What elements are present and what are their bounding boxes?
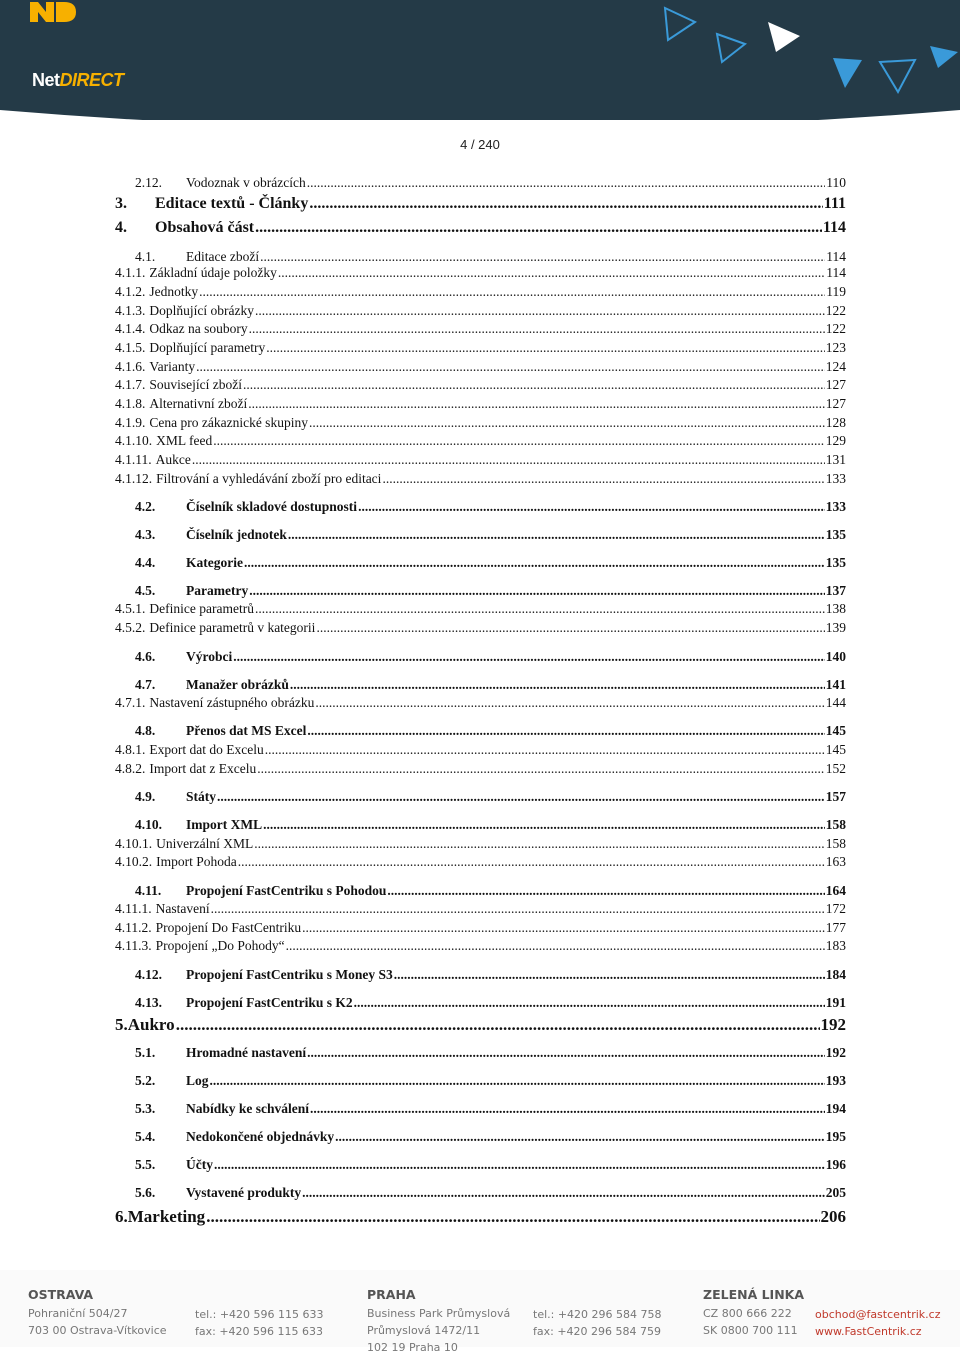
toc-entry[interactable] <box>115 285 846 299</box>
toc-entry[interactable] <box>115 1102 846 1116</box>
toc-entry[interactable] <box>115 304 846 318</box>
toc-entry-number: 4.12. <box>135 967 162 982</box>
toc-entry-number: 4.11. <box>135 883 162 898</box>
toc-entry[interactable] <box>115 378 846 392</box>
toc-entry-number: 4.1.2. <box>115 284 146 299</box>
toc-leader-dots <box>249 584 825 598</box>
toc-entry-number: 4.1. <box>135 249 156 264</box>
toc-entry-page: 205 <box>825 1185 846 1200</box>
toc-entry-page: 137 <box>825 583 846 598</box>
toc-entry-title: Vodoznak v obrázcích <box>186 175 306 190</box>
toc-entry-number: 4.10.2. <box>115 854 153 869</box>
toc-entry[interactable] <box>115 762 846 776</box>
toc-entry-title: Cena pro zákaznické skupiny <box>149 415 308 430</box>
toc-entry-title: Výrobci <box>186 649 233 664</box>
toc-entry[interactable] <box>115 939 846 953</box>
toc-entry-number: 4. <box>115 219 127 236</box>
toc-entry-number: 4.8.1. <box>115 742 146 757</box>
toc-leader-dots <box>199 285 825 299</box>
toc-entry-title: Propojení FastCentriku s Pohodou <box>186 883 387 898</box>
toc-entry-title: Hromadné nastavení <box>186 1045 307 1060</box>
toc-leader-dots <box>243 378 825 392</box>
toc-entry[interactable] <box>115 397 846 411</box>
toc-entry-number: 5.5. <box>135 1157 156 1172</box>
toc-leader-dots <box>307 724 824 738</box>
toc-entry[interactable] <box>115 696 846 710</box>
toc-entry-title: Varianty <box>149 359 196 374</box>
toc-entry-title: Kategorie <box>186 555 243 570</box>
toc-leader-dots <box>307 1046 825 1060</box>
toc-entry-page: 135 <box>825 527 846 542</box>
toc-entry-number: 4.11.1. <box>115 901 152 916</box>
toc-entry-number: 4.7. <box>135 677 156 692</box>
toc-entry-title: XML feed <box>156 433 213 448</box>
toc-entry[interactable] <box>115 1208 846 1225</box>
toc-entry-title: Propojení FastCentriku s K2 <box>186 995 353 1010</box>
toc-entry-title: Definice parametrů v kategorii <box>149 620 316 635</box>
toc-leader-dots <box>192 453 825 467</box>
toc-entry-number: 4.3. <box>135 527 156 542</box>
toc-entry-number: 4.1.12. <box>115 471 153 486</box>
toc-leader-dots <box>214 1158 825 1172</box>
toc-entry[interactable] <box>115 1046 846 1060</box>
toc-entry[interactable] <box>115 1074 846 1088</box>
toc-leader-dots <box>286 939 825 953</box>
toc-entry-title: Manažer obrázků <box>186 677 289 692</box>
toc-entry-page: 131 <box>825 452 846 467</box>
toc-entry-title: Číselník jednotek <box>186 527 287 542</box>
toc-entry-page: 145 <box>825 723 846 738</box>
toc-entry-page: 114 <box>826 265 846 280</box>
toc-entry-title: Doplňující parametry <box>149 340 266 355</box>
toc-entry-title: Univerzální XML <box>156 836 254 851</box>
toc-entry-number: 5. <box>115 1015 128 1034</box>
toc-leader-dots <box>257 762 825 776</box>
toc-entry-page: 145 <box>825 742 846 757</box>
toc-leader-dots <box>310 1102 825 1116</box>
toc-entry-number: 5.2. <box>135 1073 156 1088</box>
toc-entry-page: 141 <box>825 677 846 692</box>
toc-leader-dots <box>210 1074 825 1088</box>
toc-leader-dots <box>217 790 825 804</box>
toc-entry-page: 194 <box>825 1101 846 1116</box>
footer-ostrava: OSTRAVA Pohraniční 504/27 703 00 Ostrava-Vítkovice <box>28 1287 167 1337</box>
toc-entry-number: 4.1.7. <box>115 377 146 392</box>
toc-entry-page: 196 <box>825 1157 846 1172</box>
toc-entry-title: Související zboží <box>149 377 242 392</box>
toc-leader-dots <box>290 678 825 692</box>
footer-green-line: ZELENÁ LINKA CZ 800 666 222 SK 0800 700 111 <box>703 1287 805 1337</box>
toc-entry[interactable] <box>115 220 846 236</box>
toc-entry[interactable] <box>115 790 846 804</box>
toc-entry[interactable] <box>115 724 846 738</box>
toc-entry[interactable] <box>115 818 846 832</box>
toc-entry-page: 135 <box>825 555 846 570</box>
toc-leader-dots <box>278 266 825 280</box>
toc-entry-number: 3. <box>115 195 127 212</box>
toc-entry-title: Odkaz na soubory <box>149 321 248 336</box>
toc-entry-page: 123 <box>825 340 846 355</box>
page-indicator: 4 / 240 <box>460 137 500 152</box>
page-header <box>0 0 960 152</box>
toc-leader-dots <box>266 341 825 355</box>
toc-entry-page: 164 <box>825 883 846 898</box>
toc-entry-page: 133 <box>825 499 846 514</box>
toc-entry-number: 4.10.1. <box>115 836 153 851</box>
toc-entry-page: 195 <box>825 1129 846 1144</box>
toc-leader-dots <box>238 855 825 869</box>
toc-entry-title: Doplňující obrázky <box>149 303 254 318</box>
toc-entry-title: Editace zboží <box>186 249 260 264</box>
toc-entry-page: 152 <box>825 761 846 776</box>
toc-entry-title: Propojení FastCentriku s Money S3 <box>186 967 393 982</box>
toc-leader-dots <box>211 902 825 916</box>
toc-entry-page: 157 <box>825 789 846 804</box>
toc-entry-title: Nedokončené objednávky <box>186 1129 335 1144</box>
toc-entry-number: 4.1.4. <box>115 321 146 336</box>
toc-entry-title: Marketing <box>127 1207 206 1226</box>
toc-leader-dots <box>176 1016 820 1033</box>
toc-entry-page: 192 <box>825 1045 846 1060</box>
toc-entry[interactable] <box>115 621 846 635</box>
toc-leader-dots <box>358 500 825 514</box>
toc-entry-title: Filtrování a vyhledávání zboží pro editaci <box>156 471 382 486</box>
toc-entry-page: 139 <box>825 620 846 635</box>
toc-entry-title: Import XML <box>186 817 263 832</box>
toc-entry-number: 4.5.2. <box>115 620 146 635</box>
toc-leader-dots <box>302 1186 825 1200</box>
toc-leader-dots <box>354 996 825 1010</box>
page-footer <box>0 1270 960 1354</box>
toc-entry-page: 124 <box>825 359 846 374</box>
toc-entry-number: 4.5.1. <box>115 601 146 616</box>
toc-entry-title: Import Pohoda <box>156 854 237 869</box>
toc-leader-dots <box>309 196 822 212</box>
toc-entry-number: 6. <box>115 1207 128 1226</box>
toc-entry-number: 5.6. <box>135 1185 156 1200</box>
toc-entry[interactable] <box>115 196 846 212</box>
toc-leader-dots <box>196 360 825 374</box>
toc-entry[interactable] <box>115 678 846 692</box>
footer-praha: PRAHA Business Park Průmyslová Průmyslová 1472/11 102 19 Praha 10 <box>367 1287 511 1354</box>
toc-entry[interactable] <box>115 556 846 570</box>
footer-web <box>815 1306 940 1340</box>
toc-entry-number: 5.4. <box>135 1129 156 1144</box>
toc-entry[interactable] <box>115 341 846 355</box>
toc-entry-number: 4.9. <box>135 789 156 804</box>
toc-entry-title: Nastavení zástupného obrázku <box>149 695 315 710</box>
toc-leader-dots <box>309 416 825 430</box>
toc-leader-dots <box>315 696 824 710</box>
toc-entry[interactable] <box>115 1158 846 1172</box>
toc-entry-page: 144 <box>825 695 846 710</box>
toc-entry-title: Účty <box>186 1157 213 1172</box>
toc-entry[interactable] <box>115 996 846 1010</box>
toc-entry-page: 177 <box>825 920 846 935</box>
toc-leader-dots <box>263 818 825 832</box>
toc-entry-title: Aukce <box>155 452 191 467</box>
toc-entry-page: 128 <box>825 415 846 430</box>
toc-leader-dots <box>254 837 825 851</box>
toc-entry[interactable] <box>115 434 846 448</box>
toc-leader-dots <box>260 250 825 264</box>
email-link[interactable]: obchod@fastcentrik.cz <box>815 1308 941 1321</box>
toc-leader-dots <box>335 1130 825 1144</box>
toc-entry-number: 4.10. <box>135 817 162 832</box>
toc-entry-title: Propojení Do FastCentriku <box>155 920 302 935</box>
toc-entry-number: 4.8. <box>135 723 156 738</box>
toc-entry-page: 119 <box>826 284 846 299</box>
toc-entry[interactable] <box>115 1186 846 1200</box>
toc-entry-page: 111 <box>823 195 846 212</box>
toc-leader-dots <box>302 921 825 935</box>
toc-leader-dots <box>265 743 825 757</box>
toc-entry-page: 110 <box>826 175 846 190</box>
toc-entry[interactable] <box>115 472 846 486</box>
toc-entry-title: Obsahová část <box>155 219 255 236</box>
toc-entry-page: 184 <box>825 967 846 982</box>
toc-entry-page: 114 <box>826 249 846 264</box>
toc-entry-page: 127 <box>825 377 846 392</box>
logo-wordmark: NetDIRECT <box>32 70 124 90</box>
toc-entry-number: 4.1.10. <box>115 433 153 448</box>
toc-entry-title: Aukro <box>127 1015 175 1034</box>
toc-entry-title: Editace textů - Články <box>155 195 309 212</box>
toc-entry-title: Základní údaje položky <box>149 265 277 280</box>
toc-entry-number: 4.1.9. <box>115 415 146 430</box>
toc-entry-title: Log <box>186 1073 209 1088</box>
toc-entry[interactable] <box>115 528 846 542</box>
toc-entry-number: 4.5. <box>135 583 156 598</box>
website-link[interactable]: www.FastCentrik.cz <box>815 1325 922 1338</box>
toc-leader-dots <box>316 621 824 635</box>
toc-entry[interactable] <box>115 602 846 616</box>
toc-leader-dots <box>394 968 825 982</box>
toc-entry-number: 4.1.11. <box>115 452 152 467</box>
toc-entry-number: 4.7.1. <box>115 695 146 710</box>
toc-leader-dots <box>248 397 825 411</box>
toc-entry[interactable] <box>115 360 846 374</box>
header-decoration <box>0 0 960 152</box>
toc-entry[interactable] <box>115 266 846 280</box>
toc-entry[interactable] <box>115 921 846 935</box>
toc-leader-dots <box>255 220 822 236</box>
toc-entry-page: 206 <box>820 1207 846 1226</box>
toc-entry-number: 5.1. <box>135 1045 156 1060</box>
toc-entry[interactable] <box>115 902 846 916</box>
toc-entry[interactable] <box>115 416 846 430</box>
toc-entry-page: 172 <box>825 901 846 916</box>
toc-leader-dots <box>288 528 825 542</box>
toc-entry[interactable] <box>115 176 846 190</box>
toc-leader-dots <box>255 304 825 318</box>
toc-entry-number: 4.13. <box>135 995 162 1010</box>
toc-entry[interactable] <box>115 1130 846 1144</box>
toc-entry-number: 4.4. <box>135 555 156 570</box>
toc-entry[interactable] <box>115 884 846 898</box>
toc-leader-dots <box>382 472 824 486</box>
toc-entry-number: 4.11.2. <box>115 920 152 935</box>
toc-leader-dots <box>244 556 825 570</box>
toc-entry-page: 122 <box>825 303 846 318</box>
toc-leader-dots <box>233 650 825 664</box>
toc-leader-dots <box>249 322 825 336</box>
toc-entry-number: 4.1.8. <box>115 396 146 411</box>
toc-entry-number: 4.1.3. <box>115 303 146 318</box>
toc-entry-title: Číselník skladové dostupnosti <box>186 499 358 514</box>
toc-entry-page: 140 <box>825 649 846 664</box>
toc-entry-title: Propojení „Do Pohody“ <box>155 938 285 953</box>
toc-entry-number: 5.3. <box>135 1101 156 1116</box>
toc-entry-title: Státy <box>186 789 216 804</box>
toc-entry-title: Přenos dat MS Excel <box>186 723 307 738</box>
toc-entry[interactable] <box>115 837 846 851</box>
toc-entry[interactable] <box>115 250 846 264</box>
toc-entry[interactable] <box>115 968 846 982</box>
toc-entry-title: Parametry <box>186 583 249 598</box>
toc-entry-page: 122 <box>825 321 846 336</box>
footer-ostrava-contact: tel.: +420 596 115 633 fax: +420 596 115 633 <box>195 1308 324 1338</box>
toc-entry-page: 183 <box>825 938 846 953</box>
toc-entry[interactable] <box>115 743 846 757</box>
toc-entry-page: 163 <box>825 854 846 869</box>
toc-entry[interactable] <box>115 322 846 336</box>
toc-entry[interactable] <box>115 584 846 598</box>
toc-entry-title: Jednotky <box>149 284 199 299</box>
toc-entry-page: 158 <box>825 817 846 832</box>
netdirect-logo <box>0 0 110 52</box>
toc-entry-number: 4.8.2. <box>115 761 146 776</box>
toc-entry-page: 192 <box>820 1015 846 1034</box>
toc-entry-page: 127 <box>825 396 846 411</box>
toc-leader-dots <box>213 434 825 448</box>
toc-entry-page: 191 <box>825 995 846 1010</box>
toc-entry-title: Import dat z Excelu <box>149 761 257 776</box>
toc-entry-page: 193 <box>825 1073 846 1088</box>
toc-leader-dots <box>255 602 825 616</box>
toc-entry-page: 158 <box>825 836 846 851</box>
toc-entry-page: 133 <box>825 471 846 486</box>
toc-entry-number: 4.1.6. <box>115 359 146 374</box>
toc-entry-title: Alternativní zboží <box>149 396 248 411</box>
toc-entry-number: 4.1.5. <box>115 340 146 355</box>
toc-entry-page: 138 <box>825 601 846 616</box>
toc-entry[interactable] <box>115 500 846 514</box>
toc-entry-title: Export dat do Excelu <box>149 742 264 757</box>
toc-entry-page: 129 <box>825 433 846 448</box>
toc-entry-number: 4.1.1. <box>115 265 146 280</box>
toc-entry-number: 4.6. <box>135 649 156 664</box>
toc-entry[interactable] <box>115 650 846 664</box>
toc-leader-dots <box>307 176 826 190</box>
footer-praha-contact: tel.: +420 296 584 758 fax: +420 296 584 759 <box>533 1308 662 1338</box>
toc-leader-dots <box>206 1208 819 1225</box>
toc-entry-number: 2.12. <box>135 175 162 190</box>
toc-entry-page: 114 <box>822 219 846 236</box>
toc-entry-title: Nastavení <box>155 901 210 916</box>
toc-entry-number: 4.11.3. <box>115 938 152 953</box>
toc-entry-title: Nabídky ke schválení <box>186 1101 310 1116</box>
toc-leader-dots <box>387 884 824 898</box>
toc-entry-number: 4.2. <box>135 499 156 514</box>
toc-entry[interactable] <box>115 1016 846 1033</box>
toc-entry[interactable] <box>115 453 846 467</box>
toc-entry-title: Vystavené produkty <box>186 1185 302 1200</box>
toc-entry-title: Definice parametrů <box>149 601 254 616</box>
toc-entry[interactable] <box>115 855 846 869</box>
